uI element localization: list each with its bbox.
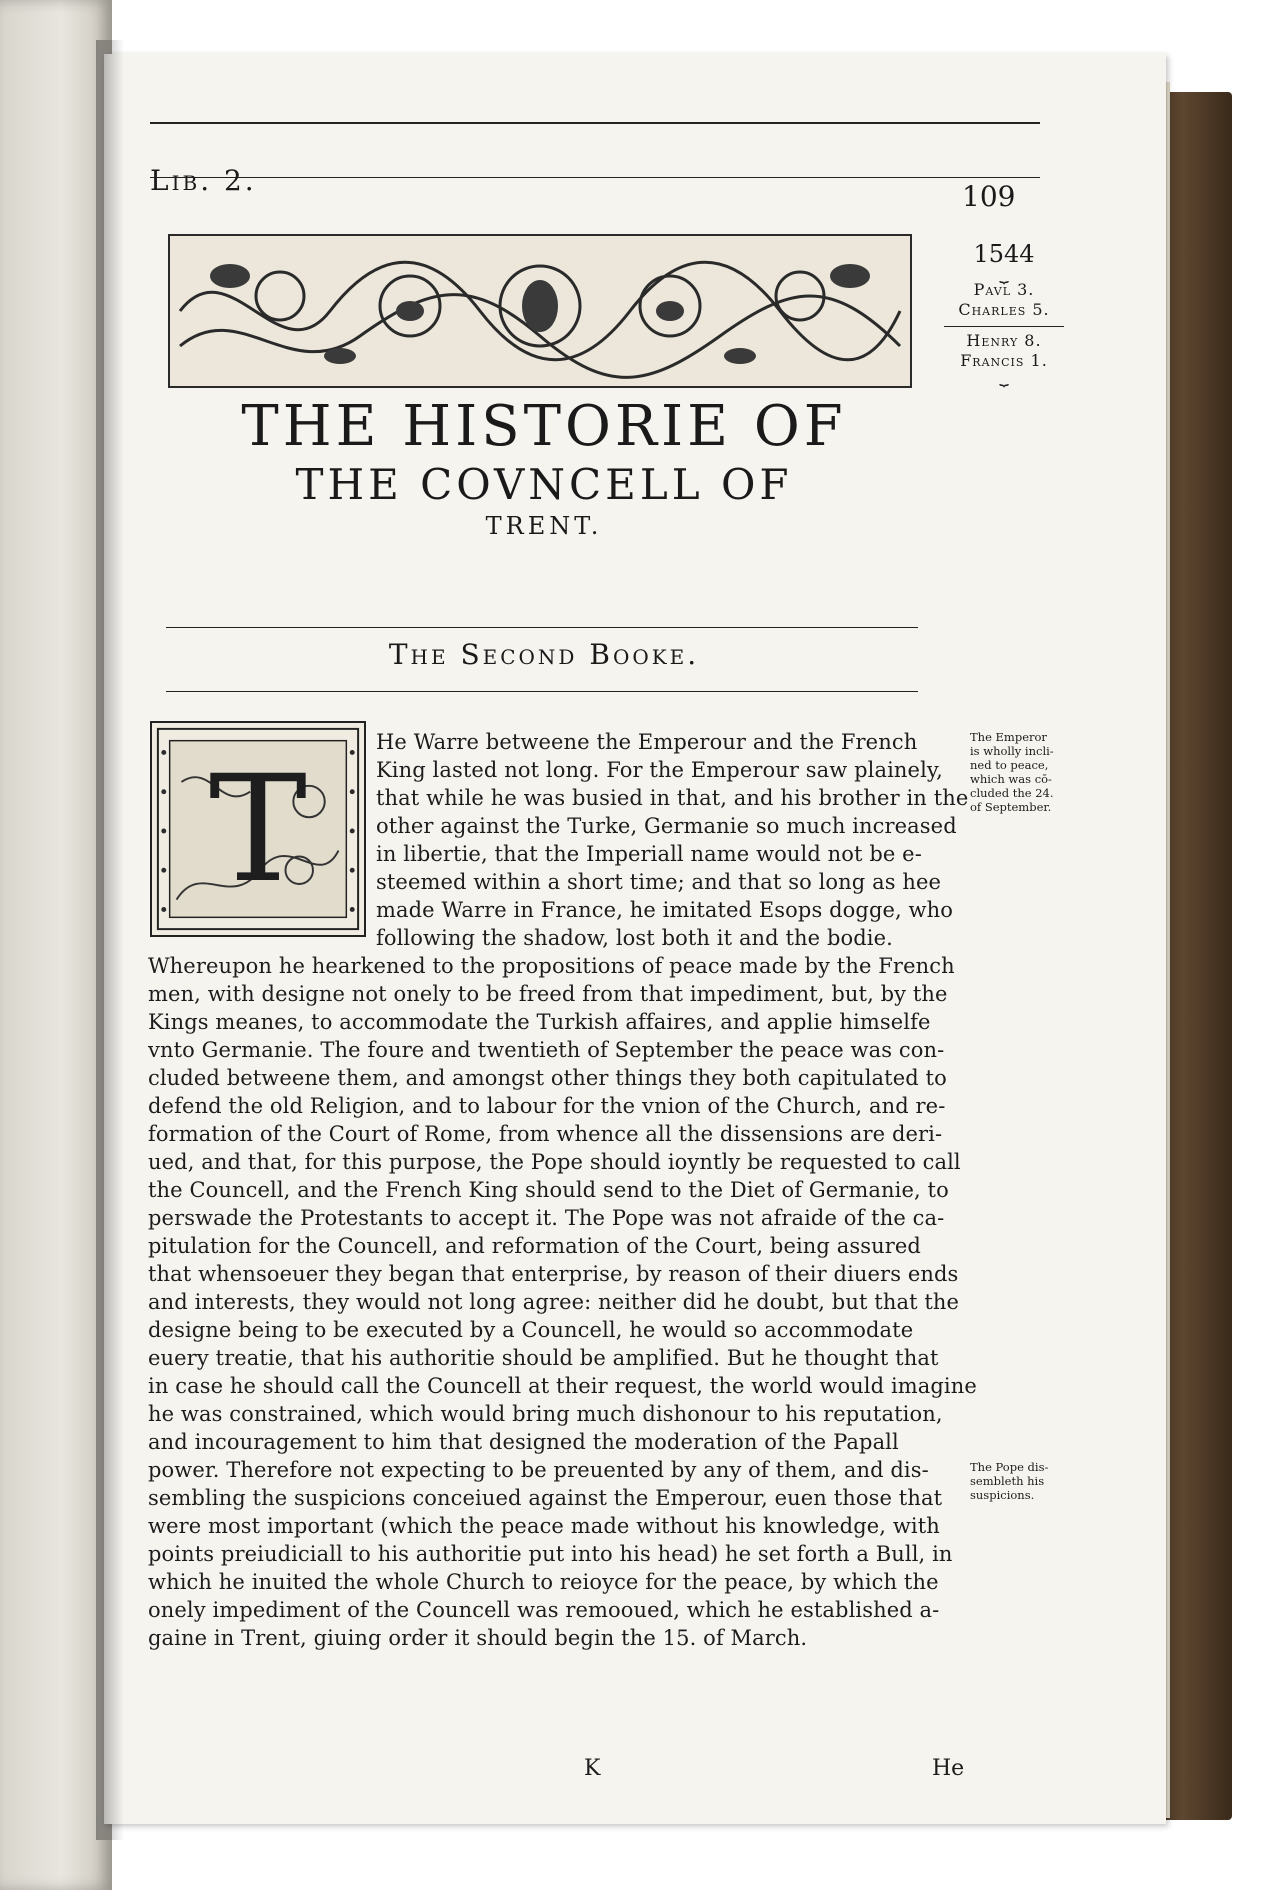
body-line: defend the old Religion, and to labour for the vnion of the Church, and re-	[148, 1094, 946, 1118]
body-line: euery treatie, that his authoritie should be amplified. But he thought that	[148, 1346, 939, 1370]
body-line: in case he should call the Councell at their request, the world would imagine	[148, 1374, 977, 1398]
body-line: which he inuited the whole Church to reioyce for the peace, by which the	[148, 1570, 939, 1594]
body-line: he was constrained, which would bring much dishonour to his reputation,	[148, 1402, 943, 1426]
ruler-pope: Pavl 3.	[973, 280, 1035, 299]
body-line: steemed within a short time; and that so long as hee	[376, 870, 942, 894]
brace-top: ⏟	[999, 264, 1009, 283]
body-line: in libertie, that the Imperiall name would not be e-	[376, 842, 922, 866]
book-heading: The Second Booke.	[388, 638, 700, 671]
body-line: power. Therefore not expecting to be preuented by any of them, and dis-	[148, 1458, 929, 1482]
body-line: pitulation for the Councell, and reformation of the Court, being assured	[148, 1234, 921, 1258]
running-head-lib: Lib. 2.	[150, 164, 257, 197]
body-line: King lasted not long. For the Emperour saw plainely,	[376, 758, 943, 782]
body-line: designe being to be executed by a Councell, he would so accommodate	[148, 1318, 914, 1342]
title-line-2: THE COVNCELL OF	[295, 460, 793, 509]
body-line: ued, and that, for this purpose, the Pope should ioyntly be requested to call	[148, 1150, 961, 1174]
margin-note-pope: The Pope dis- sembleth his suspicions.	[970, 1460, 1049, 1502]
body-line: formation of the Court of Rome, from whence all the dissensions are deri-	[148, 1122, 943, 1146]
ruler-france: Francis 1.	[960, 351, 1048, 370]
body-line: and interests, they would not long agree: neither did he doubt, but that the	[148, 1290, 960, 1314]
body-line: men, with designe not onely to be freed from that impediment, but, by the	[148, 982, 948, 1006]
body-line: Whereupon he hearkened to the propositions of peace made by the French	[148, 954, 955, 978]
catchword: He	[932, 1756, 965, 1781]
body-line: onely impediment of the Councell was remooued, which he established a-	[148, 1598, 940, 1622]
title-line-3: TRENT.	[485, 512, 603, 540]
body-line: and incouragement to him that designed the moderation of the Papall	[148, 1430, 899, 1454]
body-line: points preiudiciall to his authoritie put into his head) he set forth a Bull, in	[148, 1542, 953, 1566]
year-label: 1544	[973, 240, 1035, 268]
right-page	[104, 54, 1166, 1824]
ruler-england: Henry 8.	[944, 326, 1064, 351]
body-line: vnto Germanie. The foure and twentieth of September the peace was con-	[148, 1038, 945, 1062]
ruler-emperor: Charles 5.	[958, 300, 1050, 319]
body-line: sembling the suspicions conceiued against the Emperour, euen those that	[148, 1486, 943, 1510]
signature-mark: K	[584, 1756, 601, 1781]
side-dates	[944, 240, 1064, 386]
body-line: Kings meanes, to accommodate the Turkish affaires, and applie himselfe	[148, 1010, 931, 1034]
body-line: perswade the Protestants to accept it. The Pope was not afraide of the ca-	[148, 1206, 945, 1230]
body-line: gaine in Trent, giuing order it should begin the 15. of March.	[148, 1626, 808, 1650]
page-number: 109	[962, 180, 1016, 213]
spine-shadow	[96, 40, 124, 1840]
title-line-1: THE HISTORIE OF	[241, 394, 847, 459]
brace-bottom: ⏟	[999, 367, 1009, 386]
svg-text:T: T	[208, 743, 308, 916]
body-line: the Councell, and the French King should send to the Diet of Germanie, to	[148, 1178, 949, 1202]
body-line: were most important (which the peace made without his knowledge, with	[148, 1514, 940, 1538]
body-line: He Warre betweene the Emperour and the French	[376, 730, 918, 754]
body-line: other against the Turke, Germanie so much increased	[376, 814, 957, 838]
body-line: cluded betweene them, and amongst other things they both capitulated to	[148, 1066, 947, 1090]
margin-note-emperor: The Emperor is wholly incli- ned to peace, which was cō- cluded the 24. of September.	[970, 730, 1054, 814]
body-text	[144, 54, 977, 1824]
body-line: that whensoeuer they began that enterprise, by reason of their diuers ends	[148, 1262, 959, 1286]
body-line: following the shadow, lost both it and the bodie.	[376, 926, 893, 950]
body-line: that while he was busied in that, and his brother in the	[376, 786, 969, 810]
body-line: made Warre in France, he imitated Esops dogge, who	[376, 898, 954, 922]
